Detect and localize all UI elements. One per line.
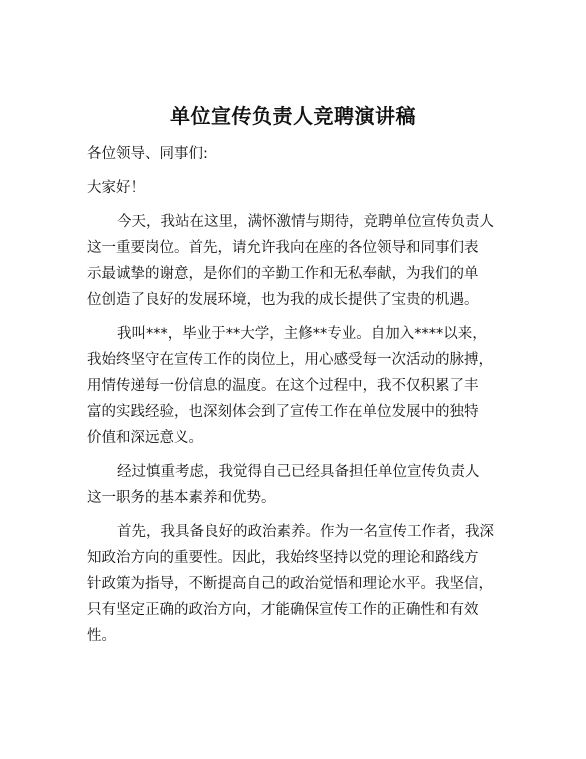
document-title: 单位宣传负责人竞聘演讲稿 [170, 104, 416, 128]
paragraph-line: 示最诚挚的谢意，是你们的辛勤工作和无私奉献，为我们的单 [87, 266, 479, 282]
paragraph-line: 这一职务的基本素养和优势。 [87, 490, 276, 506]
paragraph-line: 只有坚定正确的政治方向，才能确保宣传工作的正确性和有效 [87, 602, 479, 618]
paragraph-4 [87, 519, 507, 649]
paragraph-line: 知政治方向的重要性。因此，我始终坚持以党的理论和路线方 [87, 550, 479, 566]
paragraph-line: 这一重要岗位。首先，请允许我向在座的各位领导和同事们表 [87, 240, 479, 256]
paragraph-3 [87, 459, 507, 511]
paragraph-line: 针政策为指导，不断提高自己的政治觉悟和理论水平。我坚信， [87, 576, 493, 592]
paragraph-line: 富的实践经验，也深刻体会到了宣传工作在单位发展中的独特 [87, 404, 479, 420]
paragraph-1 [87, 209, 507, 313]
paragraph-line: 今天，我站在这里，满怀激情与期待，竞聘单位宣传负责人 [117, 214, 494, 230]
salutation-line: 各位领导、同事们: [87, 146, 208, 162]
paragraph-line: 经过慎重考虑，我觉得自己已经具备担任单位宣传负责人 [117, 464, 480, 480]
paragraph-line: 用情传递每一份信息的温度。在这个过程中，我不仅积累了丰 [87, 378, 479, 394]
greeting-line: 大家好！ [87, 180, 145, 196]
paragraph-line: 我始终坚守在宣传工作的岗位上，用心感受每一次活动的脉搏， [87, 352, 493, 368]
paragraph-line: 价值和深远意义。 [87, 430, 203, 446]
paragraph-line: 性。 [87, 628, 116, 644]
paragraph-line: 我叫***，毕业于**大学，主修**专业。自加入****以来， [117, 326, 487, 342]
paragraph-2 [87, 321, 507, 451]
paragraph-line: 位创造了良好的发展环境，也为我的成长提供了宝贵的机遇。 [87, 292, 479, 308]
paragraph-line: 首先，我具备良好的政治素养。作为一名宣传工作者，我深 [117, 524, 494, 540]
document-body [87, 141, 507, 649]
